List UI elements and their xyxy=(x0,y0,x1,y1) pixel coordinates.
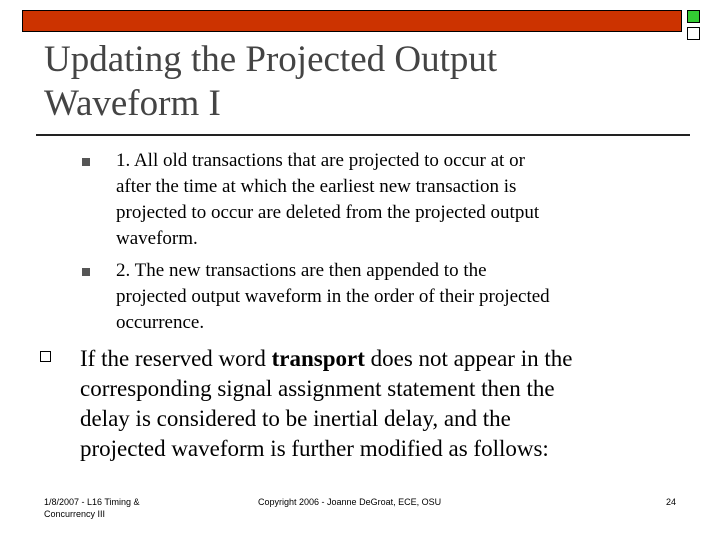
text-line xyxy=(80,344,700,374)
sub-bullet-1 xyxy=(116,148,676,252)
title-divider xyxy=(36,134,690,136)
text-line: projected to occur are deleted from the projected output xyxy=(116,202,540,223)
text-line: waveform. xyxy=(116,228,198,249)
text-segment: does not appear in the xyxy=(364,346,573,371)
square-bullet-icon xyxy=(82,158,90,166)
main-bullet xyxy=(80,344,700,464)
title-line: Updating the Projected Output xyxy=(44,39,498,80)
accent-square-outline-icon xyxy=(687,27,700,40)
text-segment: If the reserved word xyxy=(80,346,272,371)
keyword-transport: transport xyxy=(271,346,365,371)
text-line: corresponding signal assignment statement then the xyxy=(80,376,555,401)
title-line: Waveform I xyxy=(44,83,221,124)
text-line: after the time at which the earliest new transaction is xyxy=(116,176,517,197)
footer-line: Copyright 2006 - Joanne DeGroat, ECE, OSU xyxy=(258,497,442,507)
footer-line: 1/8/2007 - L16 Timing & xyxy=(44,497,140,507)
header-bar xyxy=(22,10,682,32)
slide-title xyxy=(44,38,664,126)
footer-date xyxy=(44,496,140,520)
text-line: 1. All old transactions that are projected to occur at or xyxy=(116,150,525,171)
sub-bullet-2 xyxy=(116,258,676,336)
text-line: delay is considered to be inertial delay, and the xyxy=(80,406,511,431)
text-line: projected waveform is further modified as follows: xyxy=(80,436,549,461)
square-bullet-icon xyxy=(82,268,90,276)
page-number xyxy=(666,496,676,508)
accent-square-icon xyxy=(687,10,700,23)
footer-copyright xyxy=(258,496,441,508)
text-line: 2. The new transactions are then appended to the xyxy=(116,260,487,281)
footer-line: Concurrency III xyxy=(44,509,106,519)
footer-line: 24 xyxy=(666,497,677,507)
text-line: projected output waveform in the order of their projected xyxy=(116,286,550,307)
text-line: occurrence. xyxy=(116,312,205,333)
hollow-square-bullet-icon xyxy=(40,351,51,362)
